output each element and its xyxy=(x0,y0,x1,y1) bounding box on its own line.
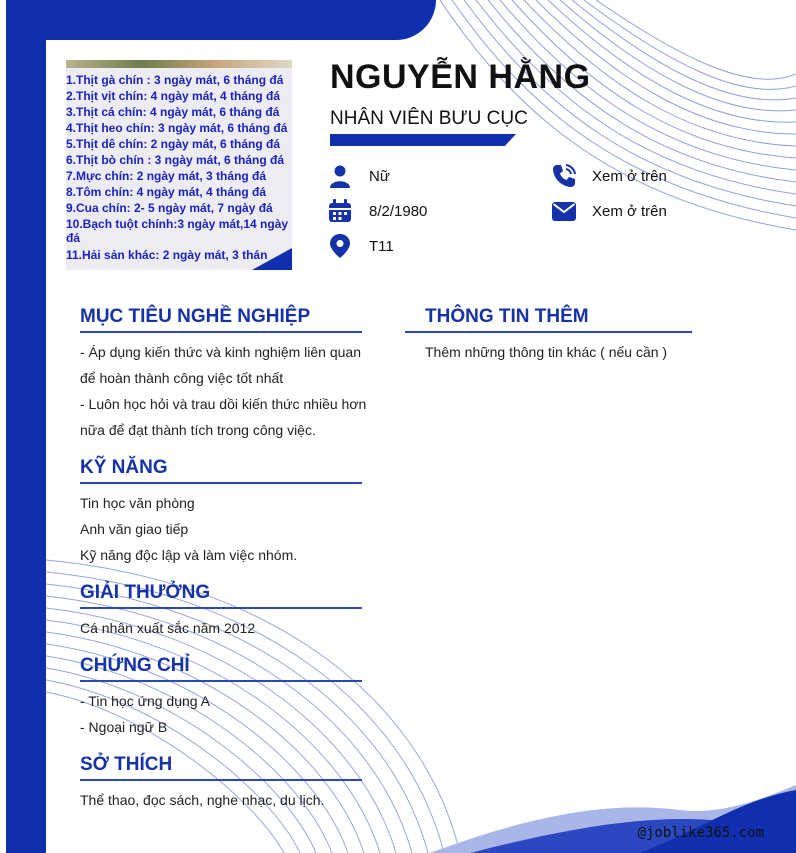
gender-value: Nữ xyxy=(369,168,390,185)
objective-line: - Luôn học hỏi và trau dồi kiến thức nhiều hơn xyxy=(80,396,367,412)
photo-text-line: đá xyxy=(66,231,81,245)
photo-text-line: 8.Tôm chín: 4 ngày mát, 4 tháng đá xyxy=(66,185,267,199)
section-rule xyxy=(80,482,362,484)
award-item: Cá nhân xuất sắc năm 2012 xyxy=(80,620,256,636)
certificate-item: - Tin học ứng dụng A xyxy=(80,693,211,709)
email-value: Xem ở trên xyxy=(592,203,667,220)
awards-content xyxy=(80,615,380,641)
photo-text-line: 6.Thịt bò chín : 3 ngày mát, 6 tháng đá xyxy=(66,153,285,167)
phone-value: Xem ở trên xyxy=(592,168,667,185)
photo-text-line: 3.Thịt cá chín: 4 ngày mát, 6 tháng đá xyxy=(66,105,280,119)
photo-top-strip xyxy=(66,60,292,68)
location-pin-icon xyxy=(328,234,352,258)
envelope-icon xyxy=(552,199,576,223)
section-title-awards: GIẢI THƯỞNG xyxy=(80,582,211,603)
objective-line: - Áp dụng kiến thức và kinh nghiệm liên quan xyxy=(80,344,361,360)
photo-text-line: 1.Thịt gà chín : 3 ngày mát, 6 tháng đá xyxy=(66,73,284,87)
birthdate-value: 8/2/1980 xyxy=(369,203,428,220)
section-rule xyxy=(405,331,692,333)
section-title-skills: KỸ NĂNG xyxy=(80,457,168,478)
skill-item: Kỹ năng độc lập và làm việc nhóm. xyxy=(80,547,298,563)
objective-line: nữa để đạt thành tích trong công việc. xyxy=(80,422,316,438)
section-title-certificates: CHỨNG CHỈ xyxy=(80,655,190,676)
section-title-extra-info: THÔNG TIN THÊM xyxy=(425,306,589,327)
hobbies-content xyxy=(80,787,380,813)
photo-text-line: 2.Thịt vịt chín: 4 ngày mát, 4 tháng đá xyxy=(66,89,281,103)
phone-icon xyxy=(552,164,576,188)
hobby-item: Thể thao, đọc sách, nghe nhạc, du lịch. xyxy=(80,792,325,808)
calendar-icon xyxy=(328,199,352,223)
watermark: @joblike365.com xyxy=(637,825,764,841)
section-rule xyxy=(80,331,362,333)
section-rule xyxy=(80,680,362,682)
photo-text-line: 11.Hải sản khác: 2 ngày mát, 3 thán xyxy=(66,248,268,262)
skills-content xyxy=(80,490,380,568)
user-icon xyxy=(328,164,352,188)
photo-text-line: 7.Mực chín: 2 ngày mát, 3 tháng đá xyxy=(66,169,267,183)
photo-text-line: 10.Bạch tuột chính:3 ngày mát,14 ngày xyxy=(66,217,289,231)
extra-info-item: Thêm những thông tin khác ( nếu cần ) xyxy=(425,344,668,360)
photo-text-line: 5.Thịt dê chín: 2 ngày mát, 6 tháng đá xyxy=(66,137,281,151)
certificates-content xyxy=(80,688,380,740)
photo-text-line: 9.Cua chín: 2- 5 ngày mát, 7 ngày đá xyxy=(66,201,273,215)
photo-text-line: 4.Thịt heo chín: 3 ngày mát, 6 tháng đá xyxy=(66,121,288,135)
job-title: NHÂN VIÊN BƯU CỤC xyxy=(330,108,528,129)
job-title-underline xyxy=(330,134,516,146)
certificate-item: - Ngoại ngữ B xyxy=(80,719,168,735)
profile-photo xyxy=(66,60,292,270)
objective-line: để hoàn thành công việc tốt nhất xyxy=(80,370,284,386)
section-rule xyxy=(80,779,362,781)
extra-info-content xyxy=(425,339,725,365)
section-title-objective: MỤC TIÊU NGHỀ NGHIỆP xyxy=(80,306,311,327)
section-title-hobbies: SỞ THÍCH xyxy=(80,754,173,775)
objective-content xyxy=(80,339,380,443)
skill-item: Tin học văn phòng xyxy=(80,495,195,511)
photo-corner-accent xyxy=(252,248,292,270)
address-value: T11 xyxy=(369,238,394,255)
section-rule xyxy=(80,607,362,609)
skill-item: Anh văn giao tiếp xyxy=(80,521,189,537)
candidate-name: NGUYỄN HẰNG xyxy=(330,58,591,96)
